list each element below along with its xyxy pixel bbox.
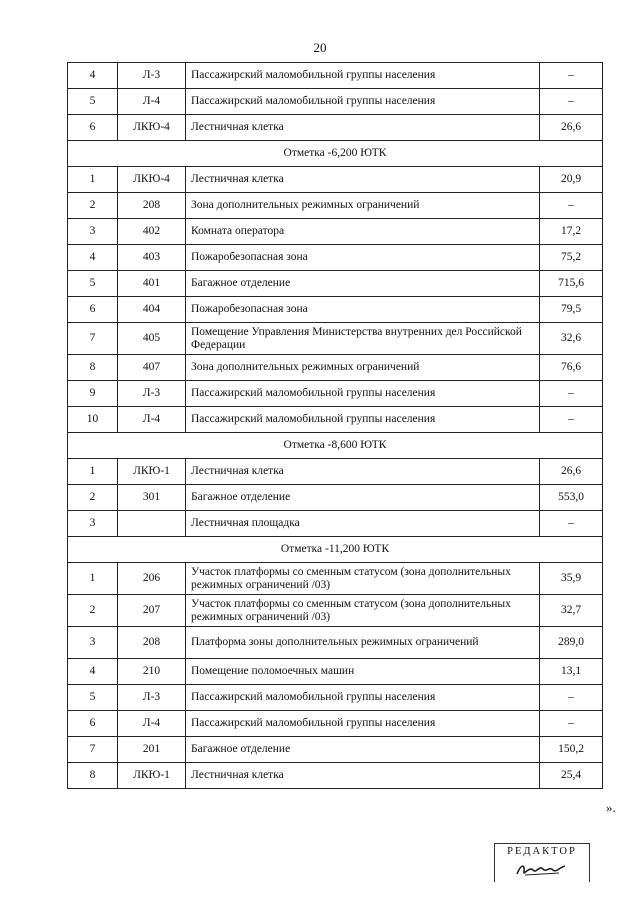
room-area: 26,6: [540, 459, 603, 485]
room-area: –: [540, 89, 603, 115]
room-code: ЛКЮ-4: [118, 115, 186, 141]
row-number: 7: [68, 323, 118, 355]
table-row: [68, 245, 603, 271]
room-area: –: [540, 63, 603, 89]
room-name: Зона дополнительных режимных ограничений: [186, 193, 540, 219]
room-code: 201: [118, 737, 186, 763]
room-area: 35,9: [540, 563, 603, 595]
room-area: 17,2: [540, 219, 603, 245]
rooms-table: [67, 62, 603, 789]
room-code: [118, 511, 186, 537]
table-row: [68, 167, 603, 193]
room-name: Пожаробезопасная зона: [186, 245, 540, 271]
row-number: 9: [68, 381, 118, 407]
room-name: Платформа зоны дополнительных режимных ограничений: [186, 627, 540, 659]
room-code: 210: [118, 659, 186, 685]
row-number: 1: [68, 459, 118, 485]
room-code: 208: [118, 193, 186, 219]
section-title: Отметка -8,600 ЮТК: [68, 433, 603, 459]
room-name: Участок платформы со сменным статусом (зона дополнительных режимных ограничений /03): [186, 595, 540, 627]
room-name: Пассажирский маломобильной группы населения: [186, 381, 540, 407]
room-name: Помещение поломоечных машин: [186, 659, 540, 685]
table-row: [68, 711, 603, 737]
table-row: [68, 595, 603, 627]
room-code: 301: [118, 485, 186, 511]
table-row: [68, 271, 603, 297]
room-code: 405: [118, 323, 186, 355]
room-code: Л-3: [118, 381, 186, 407]
room-area: 76,6: [540, 355, 603, 381]
room-name: Пассажирский маломобильной группы населения: [186, 685, 540, 711]
table-row: [68, 219, 603, 245]
closing-quote-mark: ».: [606, 800, 616, 815]
row-number: 6: [68, 297, 118, 323]
room-area: 26,6: [540, 115, 603, 141]
room-area: 553,0: [540, 485, 603, 511]
room-area: –: [540, 193, 603, 219]
room-name: Лестничная клетка: [186, 115, 540, 141]
room-name: Лестничная клетка: [186, 763, 540, 789]
row-number: 6: [68, 711, 118, 737]
room-area: 32,7: [540, 595, 603, 627]
row-number: 5: [68, 89, 118, 115]
room-code: 403: [118, 245, 186, 271]
section-header-row: [68, 141, 603, 167]
row-number: 4: [68, 245, 118, 271]
room-name: Лестничная площадка: [186, 511, 540, 537]
room-name: Лестничная клетка: [186, 459, 540, 485]
room-code: 407: [118, 355, 186, 381]
table-row: [68, 115, 603, 141]
section-header-row: [68, 433, 603, 459]
row-number: 8: [68, 355, 118, 381]
room-name: Зона дополнительных режимных ограничений: [186, 355, 540, 381]
room-code: Л-3: [118, 63, 186, 89]
row-number: 3: [68, 511, 118, 537]
page-number: 20: [313, 40, 327, 55]
room-code: Л-4: [118, 407, 186, 433]
row-number: 7: [68, 737, 118, 763]
room-name: Пассажирский маломобильной группы населения: [186, 711, 540, 737]
table-row: [68, 563, 603, 595]
room-code: 208: [118, 627, 186, 659]
table-row: [68, 323, 603, 355]
room-code: 207: [118, 595, 186, 627]
room-name: Пассажирский маломобильной группы населения: [186, 89, 540, 115]
room-code: 404: [118, 297, 186, 323]
row-number: 6: [68, 115, 118, 141]
room-area: 20,9: [540, 167, 603, 193]
room-code: ЛКЮ-1: [118, 763, 186, 789]
table-row: [68, 297, 603, 323]
table-row: [68, 89, 603, 115]
room-name: Комната оператора: [186, 219, 540, 245]
room-name: Пожаробезопасная зона: [186, 297, 540, 323]
row-number: 1: [68, 167, 118, 193]
row-number: 8: [68, 763, 118, 789]
room-name: Багажное отделение: [186, 485, 540, 511]
room-name: Пассажирский маломобильной группы населения: [186, 63, 540, 89]
table-row: [68, 407, 603, 433]
room-area: 13,1: [540, 659, 603, 685]
room-area: 289,0: [540, 627, 603, 659]
table-row: [68, 381, 603, 407]
room-code: ЛКЮ-1: [118, 459, 186, 485]
room-code: ЛКЮ-4: [118, 167, 186, 193]
room-name: Лестничная клетка: [186, 167, 540, 193]
room-area: –: [540, 711, 603, 737]
room-code: Л-4: [118, 89, 186, 115]
table-row: [68, 659, 603, 685]
table-row: [68, 63, 603, 89]
table-row: [68, 193, 603, 219]
row-number: 2: [68, 595, 118, 627]
row-number: 3: [68, 219, 118, 245]
row-number: 1: [68, 563, 118, 595]
table-row: [68, 627, 603, 659]
room-area: 75,2: [540, 245, 603, 271]
table-row: [68, 685, 603, 711]
table-row: [68, 763, 603, 789]
row-number: 4: [68, 659, 118, 685]
room-area: 79,5: [540, 297, 603, 323]
table-row: [68, 511, 603, 537]
table-row: [68, 459, 603, 485]
room-area: –: [540, 511, 603, 537]
room-code: Л-4: [118, 711, 186, 737]
room-area: –: [540, 685, 603, 711]
rooms-table-body: [68, 63, 603, 789]
room-code: Л-3: [118, 685, 186, 711]
room-area: 25,4: [540, 763, 603, 789]
room-name: Багажное отделение: [186, 737, 540, 763]
room-area: –: [540, 407, 603, 433]
room-code: 206: [118, 563, 186, 595]
room-name: Багажное отделение: [186, 271, 540, 297]
stamp-label: РЕДАКТОР: [507, 846, 577, 857]
room-area: –: [540, 381, 603, 407]
table-row: [68, 737, 603, 763]
room-area: 715,6: [540, 271, 603, 297]
room-code: 401: [118, 271, 186, 297]
room-area: 32,6: [540, 323, 603, 355]
section-header-row: [68, 537, 603, 563]
section-title: Отметка -6,200 ЮТК: [68, 141, 603, 167]
row-number: 5: [68, 685, 118, 711]
room-area: 150,2: [540, 737, 603, 763]
room-name: Участок платформы со сменным статусом (зона дополнительных режимных ограничений /03): [186, 563, 540, 595]
row-number: 4: [68, 63, 118, 89]
editor-stamp: [494, 843, 590, 882]
room-name: Пассажирский маломобильной группы населения: [186, 407, 540, 433]
row-number: 5: [68, 271, 118, 297]
row-number: 10: [68, 407, 118, 433]
room-name: Помещение Управления Министерства внутренних дел Российской Федерации: [186, 323, 540, 355]
row-number: 2: [68, 485, 118, 511]
signature-icon: [515, 860, 567, 878]
room-code: 402: [118, 219, 186, 245]
row-number: 3: [68, 627, 118, 659]
row-number: 2: [68, 193, 118, 219]
table-row: [68, 485, 603, 511]
table-row: [68, 355, 603, 381]
section-title: Отметка -11,200 ЮТК: [68, 537, 603, 563]
